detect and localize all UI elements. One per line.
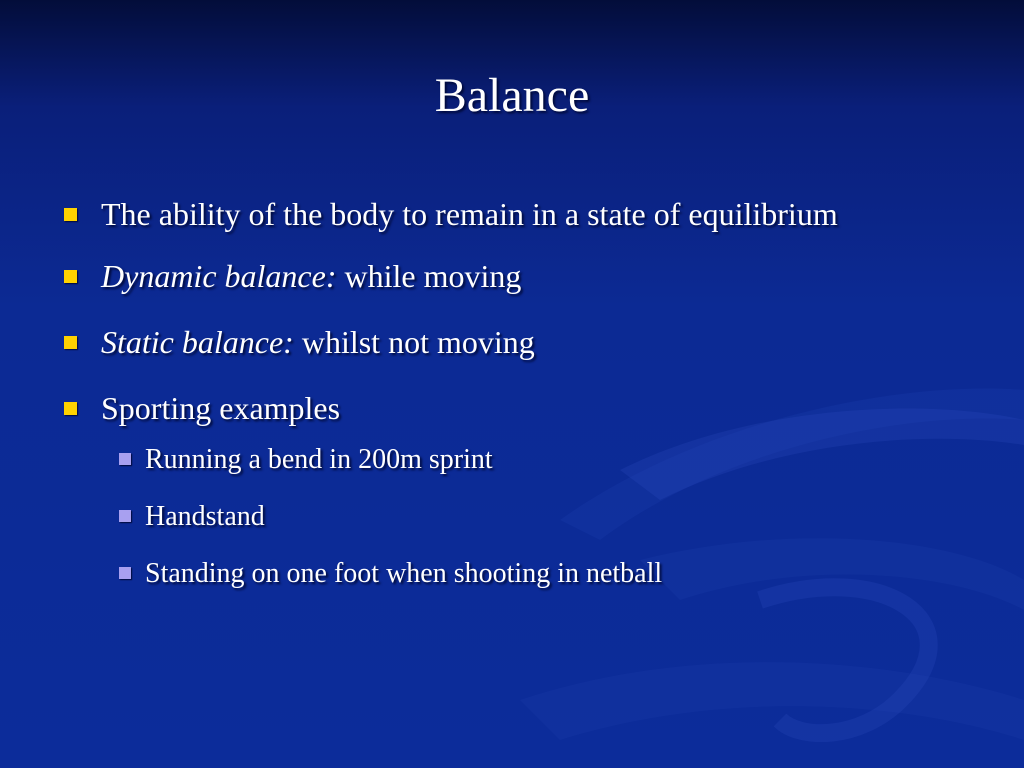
bullet-text: whilst not moving <box>293 324 535 360</box>
sub-bullet-text: Handstand <box>145 501 265 532</box>
sub-bullet-text: Running a bend in 200m sprint <box>145 444 493 475</box>
bullet-text: The ability of the body to remain in a state of equilibrium <box>101 196 838 232</box>
bullet-item-static-balance <box>64 316 964 368</box>
bullet-item-dynamic-balance <box>64 250 964 302</box>
yellow-square-bullet-icon <box>64 270 77 283</box>
bullet-text: while moving <box>336 258 522 294</box>
yellow-square-bullet-icon <box>64 208 77 221</box>
sub-bullet-item <box>64 495 964 539</box>
bullet-list <box>64 188 964 609</box>
slide-title: Balance <box>434 69 590 122</box>
sub-bullet-item <box>64 438 964 482</box>
bullet-term: Static balance: <box>101 324 294 360</box>
lavender-square-bullet-icon <box>119 567 131 579</box>
sub-bullet-item <box>64 552 964 596</box>
bullet-item-sporting-examples <box>64 382 964 434</box>
bullet-text: Sporting examples <box>101 390 341 426</box>
yellow-square-bullet-icon <box>64 402 77 415</box>
bullet-item-definition <box>64 188 964 240</box>
lavender-square-bullet-icon <box>119 453 131 465</box>
bullet-term: Dynamic balance: <box>101 258 337 294</box>
lavender-square-bullet-icon <box>119 510 131 522</box>
yellow-square-bullet-icon <box>64 336 77 349</box>
sub-bullet-text: Standing on one foot when shooting in netball <box>145 558 663 589</box>
